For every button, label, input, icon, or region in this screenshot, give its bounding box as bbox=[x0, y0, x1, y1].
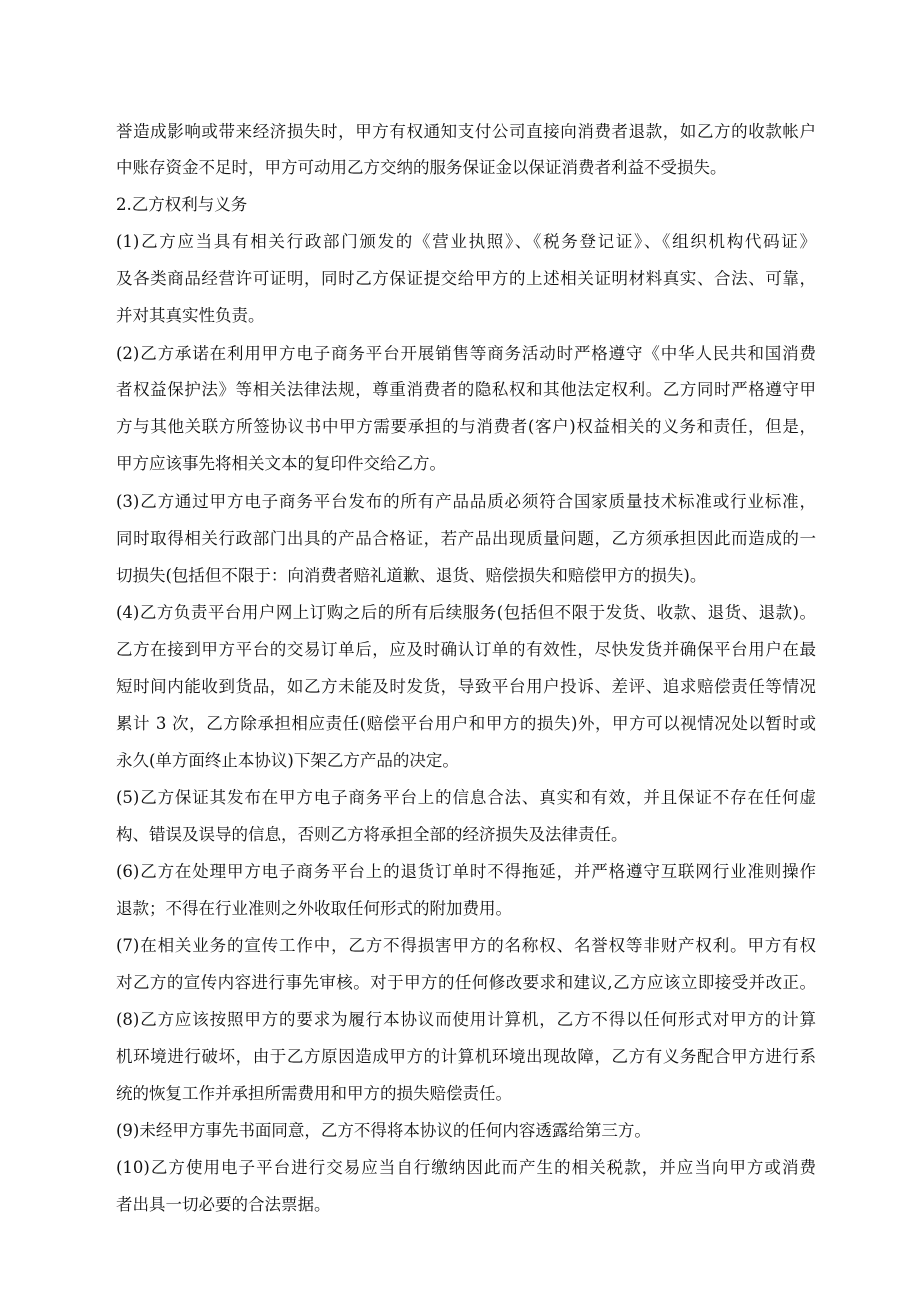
text-line: (2)乙方承诺在利用甲方电子商务平台开展销售等商务活动时严格遵守《中华人民共和国消费 bbox=[116, 344, 816, 363]
text-line: (8)乙方应该按照甲方的要求为履行本协议而使用计算机，乙方不得以任何形式对甲方的计算 bbox=[116, 1010, 816, 1029]
text-line: 同时取得相关行政部门出具的产品合格证，若产品出现质量问题，乙方须承担因此而造成的一 bbox=[116, 529, 816, 548]
text-line: (5)乙方保证其发布在甲方电子商务平台上的信息合法、真实和有效，并且保证不存在任何虚 bbox=[116, 788, 816, 807]
text-line: 及各类商品经营许可证明，同时乙方保证提交给甲方的上述相关证明材料真实、合法、可靠， bbox=[116, 269, 816, 288]
text-line: 退款；不得在行业准则之外收取任何形式的附加费用。 bbox=[116, 899, 512, 918]
text-line: (3)乙方通过甲方电子商务平台发布的所有产品品质必须符合国家质量技术标准或行业标准， bbox=[116, 492, 816, 511]
text-line: 构、错误及误导的信息，否则乙方将承担全部的经济损失及法律责任。 bbox=[116, 825, 628, 844]
text-line: 乙方在接到甲方平台的交易订单后，应及时确认订单的有效性，尽快发货并确保平台用户在最 bbox=[116, 640, 816, 659]
text-line: 机环境进行破坏，由于乙方原因造成甲方的计算机环境出现故障，乙方有义务配合甲方进行系 bbox=[116, 1047, 816, 1066]
text-line: 誉造成影响或带来经济损失时，甲方有权通知支付公司直接向消费者退款，如乙方的收款帐户 bbox=[116, 122, 816, 141]
text-line: (4)乙方负责平台用户网上订购之后的所有后续服务(包括但不限于发货、收款、退货、退款)。 bbox=[116, 603, 816, 622]
text-line: 对乙方的宣传内容进行事先审核。对于甲方的任何修改要求和建议,乙方应该立即接受并改正。 bbox=[116, 973, 816, 992]
text-line: (9)未经甲方事先书面同意，乙方不得将本协议的任何内容透露给第三方。 bbox=[116, 1121, 651, 1140]
text-line: 方与其他关联方所签协议书中甲方需要承担的与消费者(客户)权益相关的义务和责任，但是， bbox=[116, 417, 816, 436]
text-line: 切损失(包括但不限于：向消费者赔礼道歉、退货、赔偿损失和赔偿甲方的损失)。 bbox=[116, 566, 707, 585]
text-line: (7)在相关业务的宣传工作中，乙方不得损害甲方的名称权、名誉权等非财产权利。甲方有权 bbox=[116, 936, 816, 955]
text-line: 统的恢复工作并承担所需费用和甲方的损失赔偿责任。 bbox=[116, 1084, 512, 1103]
text-line: 甲方应该事先将相关文本的复印件交给乙方。 bbox=[116, 454, 446, 473]
text-line: (1)乙方应当具有相关行政部门颁发的《营业执照》、《税务登记证》、《组织机构代码证》 bbox=[116, 232, 816, 251]
text-line: 累计 3 次，乙方除承担相应责任(赔偿平台用户和甲方的损失)外，甲方可以视情况处以暂时或 bbox=[116, 714, 816, 733]
text-line: 并对其真实性负责。 bbox=[116, 306, 265, 325]
section-heading: 2.乙方权利与义务 bbox=[116, 195, 248, 214]
text-line: 短时间内能收到货品，如乙方未能及时发货，导致平台用户投诉、差评、追求赔偿责任等情况 bbox=[116, 677, 816, 696]
text-line: 者出具一切必要的合法票据。 bbox=[116, 1195, 331, 1214]
text-line: (10)乙方使用电子平台进行交易应当自行缴纳因此而产生的相关税款，并应当向甲方或消费 bbox=[116, 1158, 816, 1177]
text-line: 者权益保护法》等相关法律法规，尊重消费者的隐私权和其他法定权利。乙方同时严格遵守甲 bbox=[116, 380, 816, 399]
text-line: (6)乙方在处理甲方电子商务平台上的退货订单时不得拖延，并严格遵守互联网行业准则操作 bbox=[116, 862, 816, 881]
text-line: 永久(单方面终止本协议)下架乙方产品的决定。 bbox=[116, 751, 459, 770]
text-line: 中账存资金不足时，甲方可动用乙方交纳的服务保证金以保证消费者利益不受损失。 bbox=[116, 158, 727, 177]
